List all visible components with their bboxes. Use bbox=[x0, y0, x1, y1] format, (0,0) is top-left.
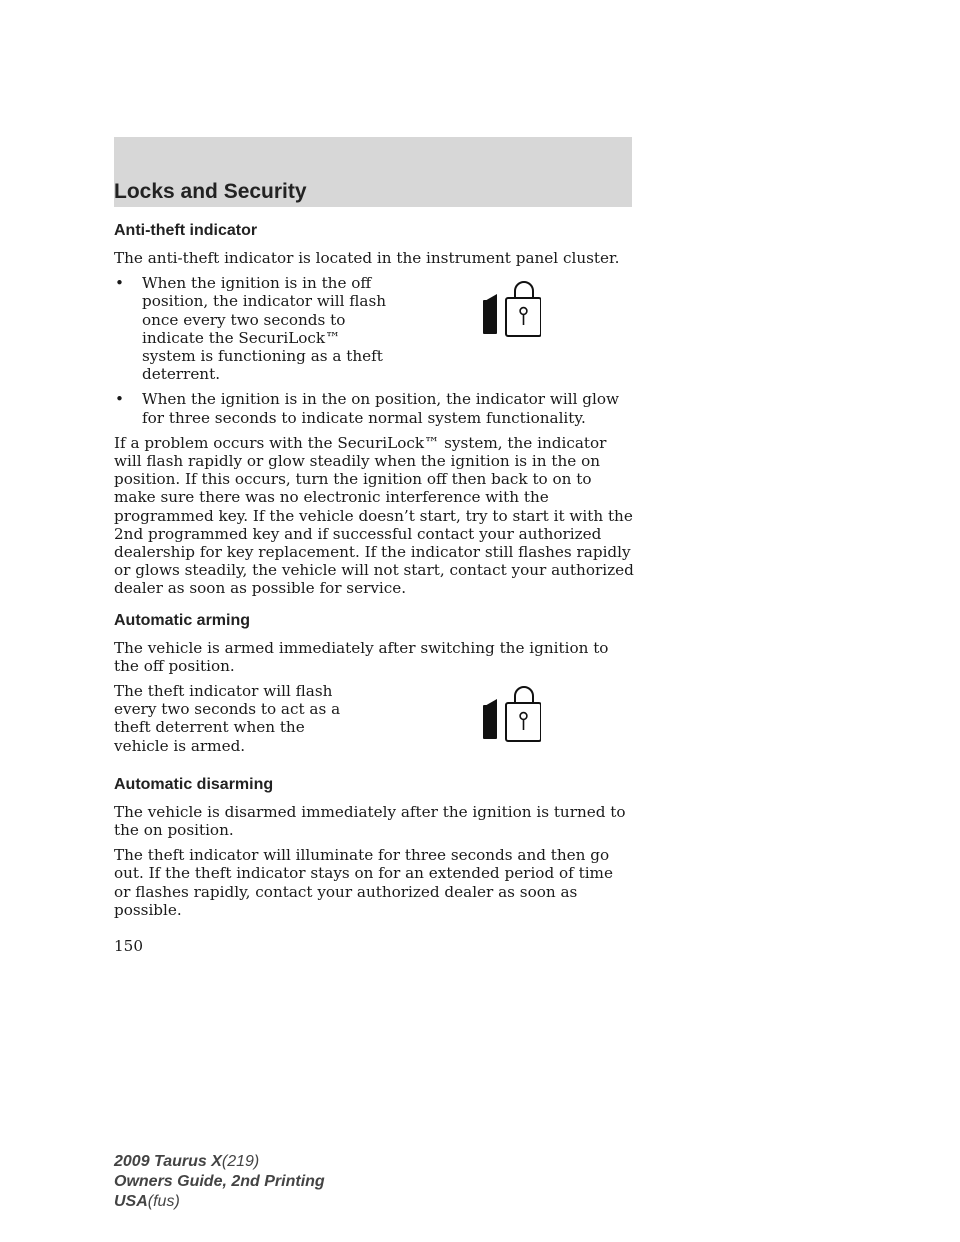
securilock-problem-paragraph: If a problem occurs with the SecuriLock™ system, the indicator will flash rapidly or glow steadily when the ignition is in the on position. If this occurs, turn the ignition off then back to on to make sure there was no electronic interference with the programmed key. If the vehicle doesn’t start, try to start it with the 2nd programmed key and if successful contact your authorized dealership for key replacement. If the indicator still flashes rapidly or glows steadily, the vehicle will not start, contact your authorized dealer as soon as possible for service. bbox=[114, 433, 634, 598]
section-header-title: Locks and Security bbox=[114, 180, 307, 203]
disarming-paragraph-2: The theft indicator will illuminate for three seconds and then go out. If the theft indicator stays on for an extended period of time or flashes rapidly, contact your authorized dealer as soon as possible. bbox=[114, 846, 613, 919]
print-footer bbox=[114, 1152, 325, 1212]
arming-paragraph-1: The vehicle is armed immediately after switching the ignition to the off position. bbox=[114, 638, 609, 675]
footer-market-code: (fus) bbox=[147, 1193, 180, 1210]
anti-theft-intro: The anti-theft indicator is located in the instrument panel cluster. bbox=[114, 249, 620, 267]
bullet-on-position-text: When the ignition is in the on position, the indicator will glow for three seconds to indicate normal system functionality. bbox=[142, 390, 620, 427]
footer-model: 2009 Taurus X bbox=[114, 1153, 222, 1170]
heading-anti-theft-indicator: Anti-theft indicator bbox=[114, 222, 258, 239]
arming-paragraph-2: The theft indicator will flash every two seconds to act as a theft deterrent when the vehicle is armed. bbox=[114, 682, 341, 755]
list-item bbox=[114, 390, 634, 426]
footer-model-code: (219) bbox=[221, 1153, 260, 1170]
bullet-off-position-text: • When the ignition is in the off position, the indicator will flash once every two seconds to indicate the SecuriLock™ system is functioning as a theft deterrent. bbox=[142, 274, 387, 384]
list-item bbox=[114, 274, 634, 383]
footer-market: USA bbox=[114, 1193, 148, 1210]
page-content bbox=[114, 221, 634, 926]
footer-edition: Owners Guide, 2nd Printing bbox=[114, 1173, 325, 1190]
disarming-paragraph-1: The vehicle is disarmed immediately after the ignition is turned to the on position. bbox=[114, 802, 626, 840]
page-number: 150 bbox=[114, 937, 143, 955]
heading-automatic-disarming: Automatic disarming bbox=[114, 775, 274, 793]
heading-automatic-arming: Automatic arming bbox=[114, 611, 251, 629]
theft-indicator-icon bbox=[483, 280, 541, 342]
theft-indicator-icon bbox=[483, 685, 541, 747]
anti-theft-bullet-list bbox=[114, 274, 634, 427]
